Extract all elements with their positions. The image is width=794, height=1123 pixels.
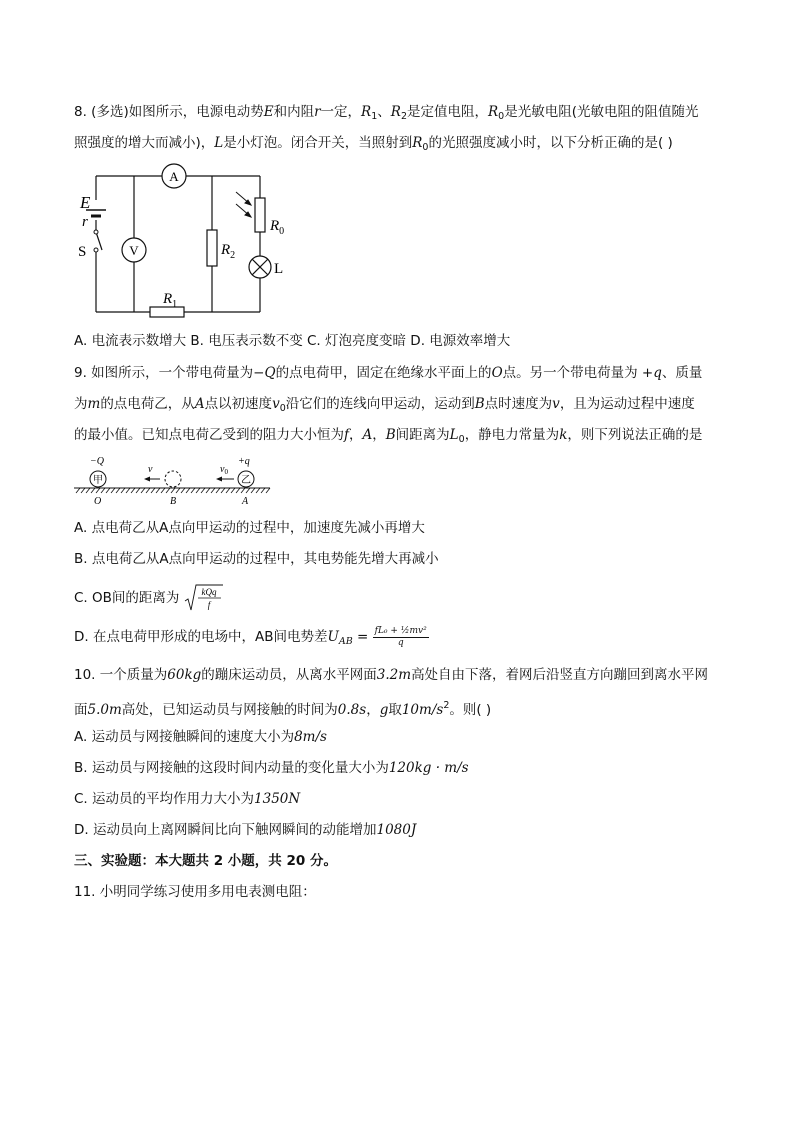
q10-option-d: D. 运动员向上离网瞬间比向下触网瞬间的动能增加1080J <box>74 822 417 838</box>
fraction: $\frac{\text{fL₀ + ½mv²}}{q}$ <box>374 625 427 648</box>
ground-hatch-line <box>116 488 120 493</box>
ground-hatch-line <box>256 488 260 493</box>
svg-text:乙: 乙 <box>241 475 251 486</box>
ammeter-icon <box>162 164 186 188</box>
ground-hatch-line <box>106 488 110 493</box>
label-L: L <box>274 261 284 277</box>
sqrt-expression <box>184 583 224 613</box>
q10-option-c: C. 运动员的平均作用力大小为1350N <box>74 791 301 807</box>
ground-hatch-line <box>151 488 155 493</box>
ground-hatch-line <box>266 488 270 493</box>
ground-hatch-line <box>196 488 200 493</box>
ground-hatch-line <box>141 488 145 493</box>
q9-stem-line1: 9. 如图所示，一个带电荷量为−Q的点电荷甲，固定在绝缘水平面上的O点。另一个带电荷量为 +q、质量 <box>74 365 703 381</box>
q9-option-c: C. OB间的距离为 kQq f <box>74 583 224 613</box>
svg-text:O: O <box>94 496 102 507</box>
ground-hatch-line <box>261 488 265 493</box>
q10-option-b: B. 运动员与网接触的这段时间内动量的变化量大小为120kg · m/s <box>74 760 469 776</box>
q10-stem-line1: 10. 一个质量为60kg的蹦床运动员，从离水平网面3.2m高处自由下落，着网后沿竖直方向蹦回到离水平网 <box>74 667 709 683</box>
lamp-icon <box>249 256 271 278</box>
ground-hatch-line <box>251 488 255 493</box>
q10-stem-line2: 面5.0m高处，已知运动员与网接触的时间为0.8s，g取$10m/s^2$。则( ) <box>74 700 492 718</box>
charges-diagram <box>74 452 274 508</box>
charge-jia-icon <box>90 471 106 487</box>
label-r: r <box>82 214 88 230</box>
ground-hatch-line <box>111 488 115 493</box>
svg-text:R1: $R_1$ <box>163 291 178 310</box>
ground-hatch-line <box>126 488 130 493</box>
ground-hatch-line <box>206 488 210 493</box>
ground-hatch-line <box>146 488 150 493</box>
svg-text:v: v <box>148 464 153 475</box>
svg-text:B: B <box>170 496 177 507</box>
ground-hatch-line <box>136 488 140 493</box>
q9-option-a: A. 点电荷乙从A点向甲运动的过程中，加速度先减小再增大 <box>74 520 425 536</box>
ground-hatch-line <box>76 488 80 493</box>
q9-stem-line2: 为m的点电荷乙，从A点以初速度$v_0$沿它们的连线向甲运动，运动到B点时速度为v，且为运动过程中速度 <box>74 396 695 414</box>
svg-text:−Q: −Q <box>90 456 104 467</box>
q8-options: A. 电流表示数增大 B. 电压表示数不变 C. 灯泡亮度变暗 D. 电源效率增大 <box>74 333 511 349</box>
svg-text:A: A <box>242 496 249 507</box>
voltmeter-icon <box>122 238 146 262</box>
ground-hatch-line <box>86 488 90 493</box>
ground-hatch-line <box>186 488 190 493</box>
label-E: E <box>80 193 91 212</box>
velocity-arrow-v0 <box>216 477 234 482</box>
ground-hatch-line <box>221 488 225 493</box>
ground-hatch-line <box>176 488 180 493</box>
svg-text:R2: $R_2$ <box>221 242 236 261</box>
ground-hatch-line <box>166 488 170 493</box>
ground-hatch-line <box>211 488 215 493</box>
svg-text:v0: $v_0$ <box>220 464 228 476</box>
ground-hatch-line <box>236 488 240 493</box>
q11-stem: 11. 小明同学练习使用多用电表测电阻： <box>74 884 316 900</box>
ground-hatch-line <box>246 488 250 493</box>
q8-stem-line2: 照强度的增大而减小)，L是小灯泡。闭合开关，当照射到$R_0$的光照强度减小时，以下分析正确的是( ) <box>74 135 673 153</box>
section-heading: 三、实验题：本大题共 2 小题，共 20 分。 <box>74 853 337 869</box>
q9-stem-line3: 的最小值。已知点电荷乙受到的阻力大小恒为f，A，B间距离为$L_0$，静电力常量为k，则下列说法正确的是 <box>74 427 703 445</box>
charge-yi-ghost <box>165 471 181 487</box>
ground-hatch-line <box>131 488 135 493</box>
ground-hatch-line <box>181 488 185 493</box>
charge-yi-icon <box>238 471 254 487</box>
ground-hatch-line <box>121 488 125 493</box>
label-S: S <box>78 244 87 260</box>
resistor-r1 <box>150 307 184 317</box>
ground-hatch-line <box>81 488 85 493</box>
ground-hatch-line <box>191 488 195 493</box>
ground-hatch-line <box>101 488 105 493</box>
svg-text:f: f <box>207 600 210 610</box>
ground-hatch-line <box>226 488 230 493</box>
svg-text:A: A <box>169 169 179 184</box>
ground-hatch-line <box>201 488 205 493</box>
svg-text:V: V <box>129 243 139 258</box>
svg-text:甲: 甲 <box>93 475 103 486</box>
ground-hatch-line <box>96 488 100 493</box>
q9-option-d: D. 在点电荷甲形成的电场中，AB间电势差$U_{AB}$ = $\frac{\text{fL₀ + ½mv²}}{q}$ <box>74 625 427 648</box>
svg-text:kQq: kQq <box>201 587 217 597</box>
light-arrows-icon <box>236 192 251 217</box>
ground-hatch-line <box>216 488 220 493</box>
velocity-arrow-v <box>144 477 160 482</box>
q9-option-b: B. 点电荷乙从A点向甲运动的过程中，其电势能先增大再减小 <box>74 551 439 567</box>
resistor-r2 <box>207 230 217 266</box>
q8-stem-line1: 8. (多选)如图所示，电源电动势E和内阻r一定，$R_1$、$R_2$是定值电阻，$R_0$是光敏电阻(光敏电阻的阻值随光 <box>74 104 699 122</box>
ground-hatch-line <box>161 488 165 493</box>
ground-hatch-line <box>241 488 245 493</box>
ground-hatch-line <box>156 488 160 493</box>
svg-text:R0: $R_0$ <box>270 218 285 237</box>
ground-hatch-line <box>231 488 235 493</box>
circuit-diagram <box>74 160 304 320</box>
q10-option-a: A. 运动员与网接触瞬间的速度大小为8m/s <box>74 729 327 745</box>
photoresistor-r0 <box>255 198 265 232</box>
ground-hatch-line <box>91 488 95 493</box>
svg-text:+q: +q <box>238 456 250 467</box>
ground-hatch-line <box>171 488 175 493</box>
